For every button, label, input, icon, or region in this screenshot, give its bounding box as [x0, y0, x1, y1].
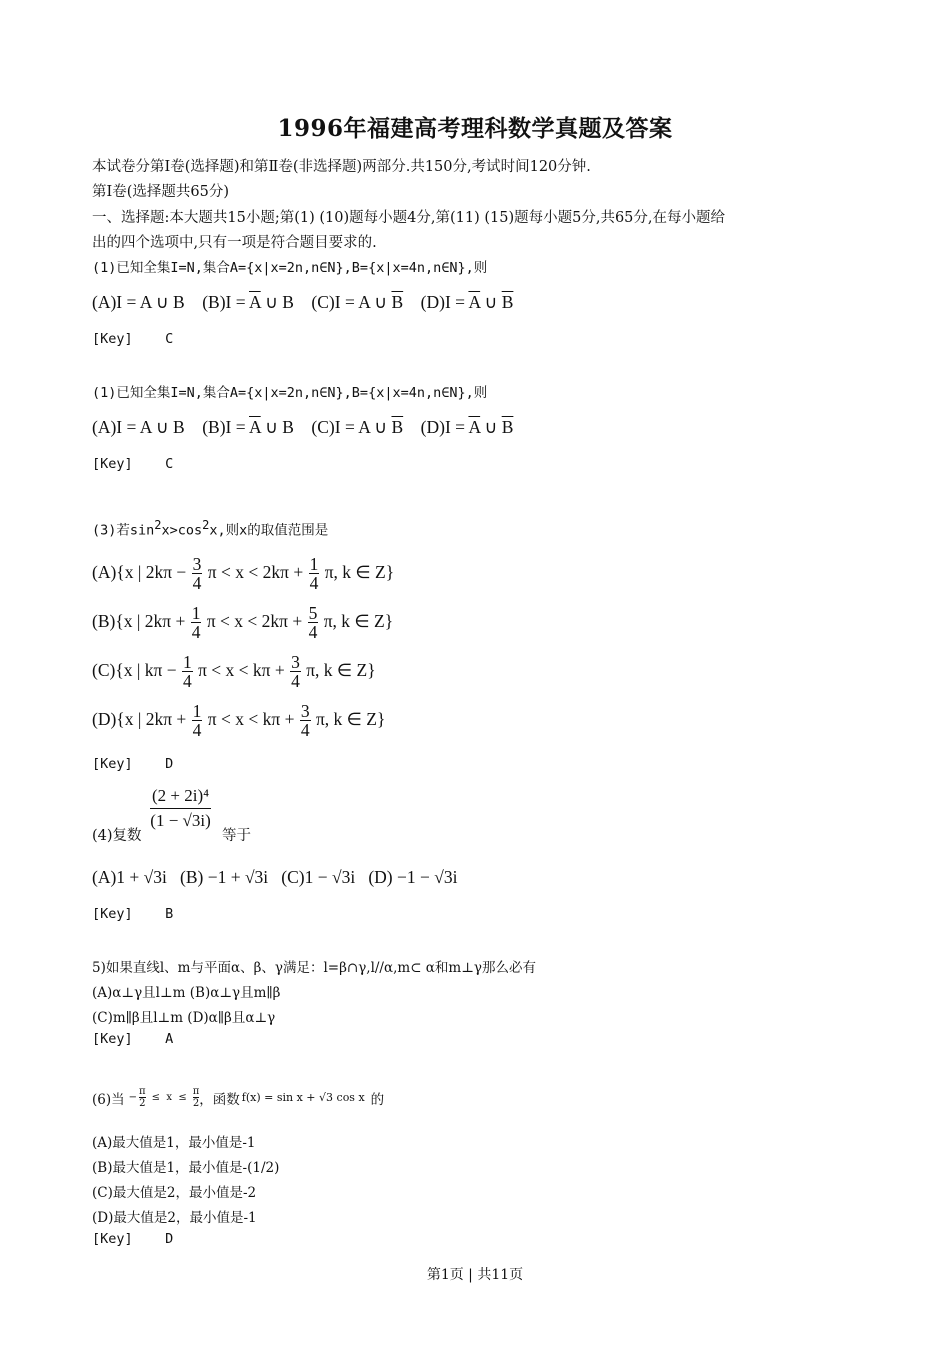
- q6-key: [Key] D: [92, 1231, 174, 1247]
- q5-stem: 5)如果直线l、m与平面α、β、γ满足：l=β∩γ,l//α,m⊂ α和m⊥γ那么必有: [92, 960, 536, 976]
- q3-option-c: (C){x | kπ − $\frac{1}{4}$ π < x < kπ + $\frac{3}{4}$ π, k ∈ Z}: [92, 652, 376, 692]
- q1b-option-c: (C)I = A ∪ $\overline{B}$: [311, 417, 404, 437]
- q6-option-d: (D)最大值是2，最小值是-1: [92, 1210, 257, 1226]
- intro-line-4: 出的四个选项中,只有一项是符合题目要求的.: [92, 235, 377, 251]
- q1b-option-b: $(B)I = \overline{A}$ ∪ B: [202, 417, 294, 437]
- q3-stem: (3)若$\sin^2x>\cos^2x$,则x的取值范围是: [92, 518, 329, 539]
- q3-option-a: (A){x | 2kπ − $\frac{3}{4}$ π < x < 2kπ + $\frac{1}{4}$ π, k ∈ Z}: [92, 554, 395, 594]
- q3-key: [Key] D: [92, 756, 174, 772]
- q6-stem: (6)当 − $\frac{\pi}{2}$ ≤ x ≤ $\frac{\pi}{2}$ ，函数 f(x) = sin x + √3 cos x 的: [92, 1086, 385, 1109]
- q6-option-c: (C)最大值是2，最小值是-2: [92, 1185, 257, 1201]
- q6-option-a: (A)最大值是1，最小值是-1: [92, 1135, 256, 1151]
- q1b-key: [Key] C: [92, 456, 174, 472]
- q4-stem-prefix: (4)复数: [92, 828, 142, 844]
- q3-option-b: (B){x | 2kπ + $\frac{1}{4}$ π < x < 2kπ + $\frac{5}{4}$ π, k ∈ Z}: [92, 603, 394, 643]
- q1a-option-c: (C)I = A ∪ $\overline{B}$: [311, 292, 404, 312]
- page-title: 1996年福建高考理科数学真题及答案: [277, 115, 673, 142]
- intro-line-1: 本试卷分第Ⅰ卷(选择题)和第Ⅱ卷(非选择题)两部分.共150分,考试时间120分钟.: [92, 159, 591, 175]
- q1a-option-b: $(B)I = \overline{A}$ ∪ B: [202, 292, 294, 312]
- q4-key: [Key] B: [92, 906, 174, 922]
- q5-key: [Key] A: [92, 1031, 174, 1047]
- q1b-option-d: $(D)I = \overline{A}$ ∪ $\overline{B}$: [420, 417, 514, 437]
- q6-option-b: (B)最大值是1，最小值是-(1/2): [92, 1160, 280, 1176]
- q1a-stem: (1)已知全集I=N,集合A={x|x=2n,n∈N},B={x|x=4n,n∈N},则: [92, 260, 488, 276]
- q5-options-cd: (C)m∥β且l⊥m (D)α∥β且α⊥γ: [92, 1010, 276, 1026]
- page-footer: 第1页 | 共11页: [426, 1267, 524, 1283]
- q1a-option-a: (A)I = A ∪ B: [92, 292, 185, 312]
- intro-line-2: 第Ⅰ卷(选择题共65分): [92, 184, 229, 200]
- q1b-stem: (1)已知全集I=N,集合A={x|x=2n,n∈N},B={x|x=4n,n∈N},则: [92, 385, 488, 401]
- intro-line-3: 一、选择题:本大题共15小题;第(1) (10)题每小题4分,第(11) (15)题每小题5分,共65分,在每小题给: [92, 210, 725, 226]
- q1a-option-d: $(D)I = \overline{A}$ ∪ $\overline{B}$: [420, 292, 514, 312]
- q1a-options: [92, 292, 513, 313]
- q1b-option-a: (A)I = A ∪ B: [92, 417, 185, 437]
- q4-fraction: (2 + 2i)⁴ (1 − √3i): [150, 786, 211, 830]
- q1a-key: [Key] C: [92, 331, 174, 347]
- q3-option-d: (D){x | 2kπ + $\frac{1}{4}$ π < x < kπ + $\frac{3}{4}$ π, k ∈ Z}: [92, 701, 386, 741]
- q5-options-ab: (A)α⊥γ且l⊥m (B)α⊥γ且m∥β: [92, 985, 281, 1001]
- q4-options: (A)1 + √3i (B) −1 + √3i (C)1 − √3i (D) −1 − √3i: [92, 867, 458, 887]
- q4-stem-suffix: 等于: [222, 828, 251, 844]
- q1b-options: [92, 417, 513, 438]
